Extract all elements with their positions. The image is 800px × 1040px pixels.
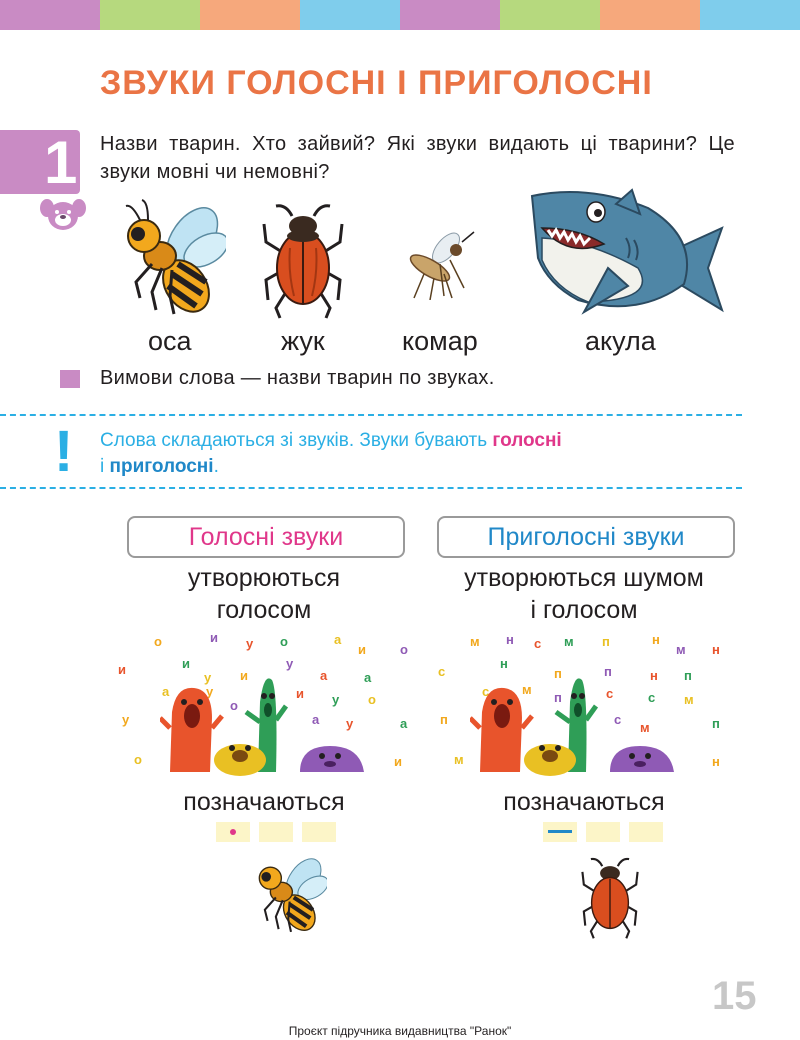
letter-mark: и — [182, 656, 190, 671]
stripe — [100, 0, 200, 30]
vowel-scheme — [216, 822, 336, 842]
stripe — [600, 0, 700, 30]
animal-name: комар — [402, 326, 478, 356]
consonant-scheme-box — [543, 822, 577, 842]
shark-image — [528, 188, 724, 320]
consonants-marked-label: позначаються — [503, 788, 665, 816]
letter-mark: с — [606, 686, 614, 701]
stripe — [0, 0, 100, 30]
letter-mark: у — [332, 692, 340, 707]
letter-mark: м — [522, 682, 532, 697]
stripe — [700, 0, 800, 30]
task-text: Назви тварин. Хто зайвий? Які звуки видають ці тварини? Це звуки мовні чи немовні? — [100, 133, 735, 183]
letter-mark: и — [296, 686, 304, 701]
letter-mark: о — [154, 634, 162, 649]
header-stripes — [0, 0, 800, 30]
letter-mark: с — [482, 684, 490, 699]
letter-mark: п — [684, 668, 692, 683]
letter-mark: м — [454, 752, 464, 767]
letter-mark: а — [400, 716, 408, 731]
letter-mark: о — [400, 642, 408, 657]
letter-mark: м — [564, 634, 574, 649]
letter-mark: у — [204, 670, 212, 685]
letter-mark: а — [162, 684, 170, 699]
letter-mark: и — [358, 642, 366, 657]
letter-mark: а — [312, 712, 320, 727]
rule-text-part: і — [100, 456, 110, 477]
vowels-heading: Голосні звуки — [127, 516, 405, 558]
stripe — [500, 0, 600, 30]
scheme-box — [586, 822, 620, 842]
letter-mark: н — [650, 668, 658, 683]
letter-mark: п — [712, 716, 720, 731]
letter-mark: у — [346, 716, 354, 731]
scheme-box — [629, 822, 663, 842]
letter-mark: и — [210, 630, 218, 645]
rule-consonants-word: приголосні — [109, 456, 214, 477]
letter-mark: м — [470, 634, 480, 649]
rule-divider-top — [0, 414, 742, 416]
animal-name: оса — [148, 326, 192, 356]
letter-mark: и — [240, 668, 248, 683]
bullet-square — [60, 370, 80, 388]
letter-mark: а — [334, 632, 342, 647]
letter-mark: а — [364, 670, 372, 685]
consonant-dash-symbol — [548, 830, 572, 833]
vowels-marked-label: позначаються — [183, 788, 345, 816]
letter-mark: о — [368, 692, 376, 707]
letter-mark: с — [438, 664, 446, 679]
letter-mark: п — [554, 666, 562, 681]
consonant-scheme — [543, 822, 663, 842]
stripe — [200, 0, 300, 30]
letter-mark: н — [500, 656, 508, 671]
dog-icon — [40, 196, 86, 232]
consonants-description-line: утворюються шумом — [464, 564, 704, 592]
animal-name: жук — [281, 326, 325, 356]
beetle-small-image — [581, 856, 639, 940]
vowels-description-line: голосом — [216, 596, 312, 624]
letter-mark: с — [648, 690, 656, 705]
stripe — [400, 0, 500, 30]
vowel-dot-symbol — [230, 829, 236, 835]
letter-mark: у — [246, 636, 254, 651]
letter-mark: н — [506, 632, 514, 647]
consonants-heading: Приголосні звуки — [437, 516, 735, 558]
rule-text-part: Слова складаються зі звуків. Звуки бувають — [100, 430, 493, 451]
wasp-image — [122, 198, 226, 320]
consonants-description-line: і голосом — [530, 596, 638, 624]
wasp-small-image — [255, 852, 327, 936]
exclamation-icon: ! — [54, 419, 74, 484]
mosquito-image — [400, 228, 476, 300]
sound-monsters-image-consonants — [470, 672, 680, 776]
rule-divider-bottom — [0, 487, 742, 489]
stripe — [300, 0, 400, 30]
letter-mark: м — [684, 692, 694, 707]
page-number: 15 — [712, 974, 757, 1018]
letter-mark: о — [230, 698, 238, 713]
rule-text — [100, 428, 710, 480]
letter-mark: о — [134, 752, 142, 767]
letter-mark: п — [554, 690, 562, 705]
letter-mark: и — [394, 754, 402, 769]
vowels-description — [127, 562, 401, 626]
letter-mark: у — [286, 656, 294, 671]
letter-mark: у — [206, 684, 214, 699]
animal-name: акула — [585, 326, 656, 356]
letter-mark: м — [676, 642, 686, 657]
footer-text: Проєкт підручника видавництва "Ранок" — [288, 1024, 512, 1038]
letter-mark: у — [122, 712, 130, 727]
scheme-box — [302, 822, 336, 842]
letter-mark: н — [652, 632, 660, 647]
letter-mark: о — [280, 634, 288, 649]
letter-mark: н — [712, 754, 720, 769]
letter-mark: п — [604, 664, 612, 679]
beetle-image — [262, 202, 344, 320]
letter-mark: н — [712, 642, 720, 657]
letter-mark: а — [320, 668, 328, 683]
letter-mark: и — [118, 662, 126, 677]
sub-task-text: Вимови слова — назви тварин по звуках. — [100, 367, 495, 389]
rule-vowels-word: голосні — [492, 430, 562, 451]
page-title: ЗВУКИ ГОЛОСНІ І ПРИГОЛОСНІ — [100, 64, 653, 102]
letter-mark: м — [640, 720, 650, 735]
exercise-number: 1 — [44, 129, 78, 196]
vowel-scheme-box — [216, 822, 250, 842]
letter-mark: с — [614, 712, 622, 727]
sound-monsters-image-vowels — [160, 672, 370, 776]
rule-text-part: . — [213, 456, 219, 477]
consonants-description — [430, 562, 738, 626]
letter-mark: п — [440, 712, 448, 727]
scheme-box — [259, 822, 293, 842]
vowels-description-line: утворюються — [187, 564, 341, 592]
letter-mark: с — [534, 636, 542, 651]
letter-mark: п — [602, 634, 610, 649]
